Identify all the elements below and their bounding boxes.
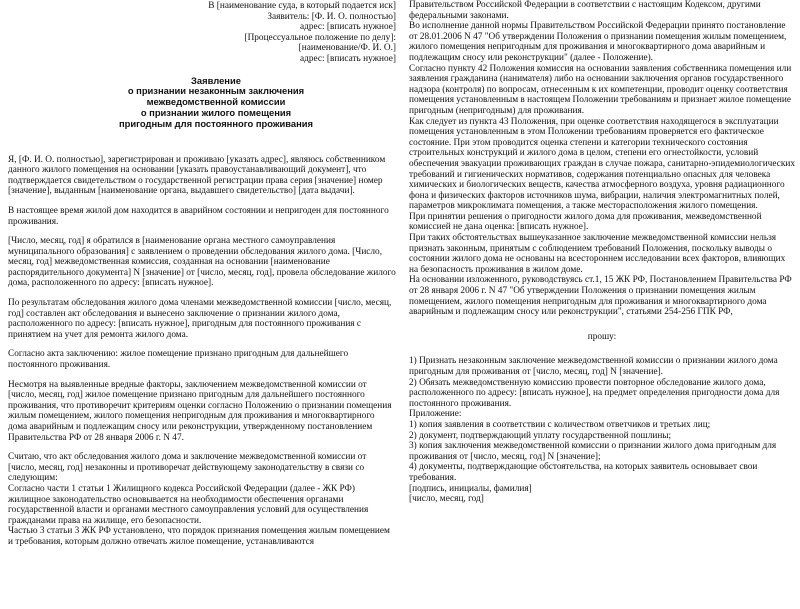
body-paragraph: Правительством Российской Федерации в соответствии с настоящим Кодексом, другими федеральными законами.: [409, 0, 761, 21]
body-paragraph: Согласно пункту 42 Положения комиссия на основании заявления собственника помещения или заявления гражданина (нанимателя) либо на основании заключения органов государственного надзора (контроля) по вопросам, отнесенным к их компетенции, проводит оценку соответствия помещения установленным в настоящем Положении требованиям и признает жилое помещение пригодным (непригодным) для проживания.: [409, 63, 792, 116]
body-paragraph: Я, [Ф. И. О. полностью], зарегистрирован и проживаю [указать адрес], являюсь собственником данного жилого помещения на основании [указать правоустанавливающий документ], что подтверждается свидетельством о государственной регистрации права серия [значение] номер [значение], выданным [наименование органа, выдавшего свидетельство] [дата выдачи].: [8, 154, 386, 197]
body-paragraph: Несмотря на выявленные вредные факторы, заключением межведомственной комиссии от [число, месяц, год] жилое помещение признано пригодным для дальнейшего постоянного проживания, что противоречит критериям оценки согласно Положению о признании помещения жилым помещением, жилого помещения непригодным для проживания и многоквартирного дома аварийным и подлежащим сносу или реконструкции, утвержденному постановлением Правительства РФ от 28 января 2006 г. N 47.: [8, 379, 392, 443]
attachment-item: 4) документы, подтверждающие обстоятельства, на которых заявитель основывает свои требования.: [409, 462, 758, 483]
title-line: о признании жилого помещения: [140, 106, 292, 118]
body-paragraph: Согласно акта заключению: жилое помещение признано пригодным для дальнейшего постоянного проживания.: [8, 349, 349, 371]
header-block: [8, 0, 396, 65]
request-item: 1) Признать незаконным заключение межведомственной комиссии о признании жилого дома пригодным для проживания от [число, месяц, год] N [значение].: [409, 356, 778, 377]
body-paragraph: При таких обстоятельствах вышеуказанное заключение межведомственной комиссии нельзя признать законным, принятым с соблюдением требований Положения, поскольку выводы о состоянии жилого дома не основаны на всестороннем исследовании всех факторов, влияющих на безопасность проживания в жилом доме.: [409, 233, 786, 275]
body-paragraph: Согласно части 1 статьи 1 Жилищного кодекса Российской Федерации (далее - ЖК РФ) жилищное законодательство основывается на необходимости обеспечения органами государственной власти и органами местного самоуправления условий для осуществления гражданами права на жилище, его безопасности.: [8, 483, 369, 526]
title-line: пригодным для постоянного проживания: [118, 117, 313, 129]
date-line: [число, месяц, год]: [409, 494, 484, 505]
title-line: о признании незаконным заключения: [127, 85, 305, 97]
header-party-name: [наименование/Ф. И. О.]: [298, 43, 396, 54]
body-paragraph: По результатам обследования жилого дома членами межведомственной комиссии [число, месяц, год] составлен акт обследования и вынесено заключение о признании жилого дома, расположенного по адресу: [вписать нужное], пригодным для постоянного проживания с принятием на учет для ремонта жилого дома.: [8, 298, 392, 340]
left-column: [8, 0, 396, 548]
right-column: [409, 0, 795, 505]
attachment-item: 3) копия заключения межведомственной комиссии о признании жилого дома пригодным для проживания от [число, месяц, год] N [значение];: [409, 441, 777, 462]
body-paragraph: Частью 3 статьи 3 ЖК РФ установлено, что порядок признания помещения жилым помещением и требования, которым должно отвечать жилое помещение, устанавливаются: [8, 526, 390, 547]
signature-line: [подпись, инициалы, фамилия]: [409, 483, 532, 494]
attachment-item: 1) копия заявления в соответствии с количеством ответчиков и третьих лиц;: [409, 419, 711, 430]
body-paragraph: На основании изложенного, руководствуясь ст.1, 15 ЖК РФ, Постановлением Правительства РФ от 28 января 2006 г. N 47 "Об утверждении Положения о признании помещения жилым помещением, жилого помещения непригодным для проживания и многоквартирного дома аварийным и подлежащим сносу или реконструкции", статьями 254-256 ГПК РФ,: [409, 275, 792, 318]
header-procedural-status: [Процессуальное положение по делу]:: [244, 32, 396, 43]
header-court-line: В [наименование суда, в который подается иск]: [208, 1, 396, 11]
header-applicant-line: Заявитель: [Ф. И. О. полностью]: [267, 11, 396, 22]
body-paragraph: В настоящее время жилой дом находится в аварийном состоянии и непригоден для постоянного проживания.: [8, 205, 389, 227]
request-word: прошу:: [587, 331, 617, 342]
title-line: Заявление: [191, 74, 241, 86]
body-paragraph: Как следует из пункта 43 Положения, при оценке соответствия находящегося в эксплуатации помещения установленным в этом Положении требованиям проверяется его фактическое состояние. При этом проводится оценка степени и категории технического состояния строительных конструкций и жилого дома в целом, степени его огнестойкости, условий обеспечения эвакуации проживающих граждан в случае пожара, санитарно-эпидемиологических требований и гигиенических нормативов, содержания потенциально опасных для человека химических и биологических веществ, качества атмосферного воздуха, уровня радиационного фона и физических факторов источников шума, вибрации, наличия электромагнитных полей, параметров микроклимата помещения, а также месторасположения жилого помещения.: [409, 116, 795, 212]
body-paragraph: Считаю, что акт обследования жилого дома и заключение межведомственной комиссии от [число, месяц, год] незаконны и противоречат действующему законодательству в связи со следующим:: [8, 452, 367, 484]
body-paragraph: [Число, месяц, год] я обратился в [наименование органа местного самоуправления муниципального образования] с заявлением о проведении обследования жилого дома. [Число, месяц, год] межведомственная комиссия, созданная на основании [наименование распорядительного документа] N [значение] от [число, месяц, год], провела обследование жилого дома, расположенного по адресу: [вписать нужное].: [8, 236, 396, 289]
body-paragraph: Во исполнение данной нормы Правительством Российской Федерации принято постановление от 28.01.2006 N 47 "Об утверждении Положения о признании помещения жилым помещением, жилого помещения непригодным для проживания и многоквартирного дома аварийным и подлежащим сносу или реконструкции" (далее - Положение).: [409, 21, 787, 63]
attachment-item: 2) документ, подтверждающий уплату государственной пошлины;: [409, 430, 672, 441]
document-title: [36, 76, 396, 130]
title-line: межведомственной комиссии: [146, 96, 286, 108]
header-applicant-address: адрес: [вписать нужное]: [300, 22, 396, 33]
body-paragraph: При принятии решения о пригодности жилого дома для проживания, межведомственной комиссией не дана оценка: [вписать нужное].: [409, 211, 762, 233]
header-party-address: адрес: [вписать нужное]: [300, 53, 396, 64]
attachments-title: Приложение:: [409, 409, 462, 420]
request-item: 2) Обязать межведомственную комиссию провести повторное обследование жилого дома, расположенного по адресу: [вписать нужное], на предмет определения пригодности дома для постоянного проживания.: [409, 377, 780, 409]
